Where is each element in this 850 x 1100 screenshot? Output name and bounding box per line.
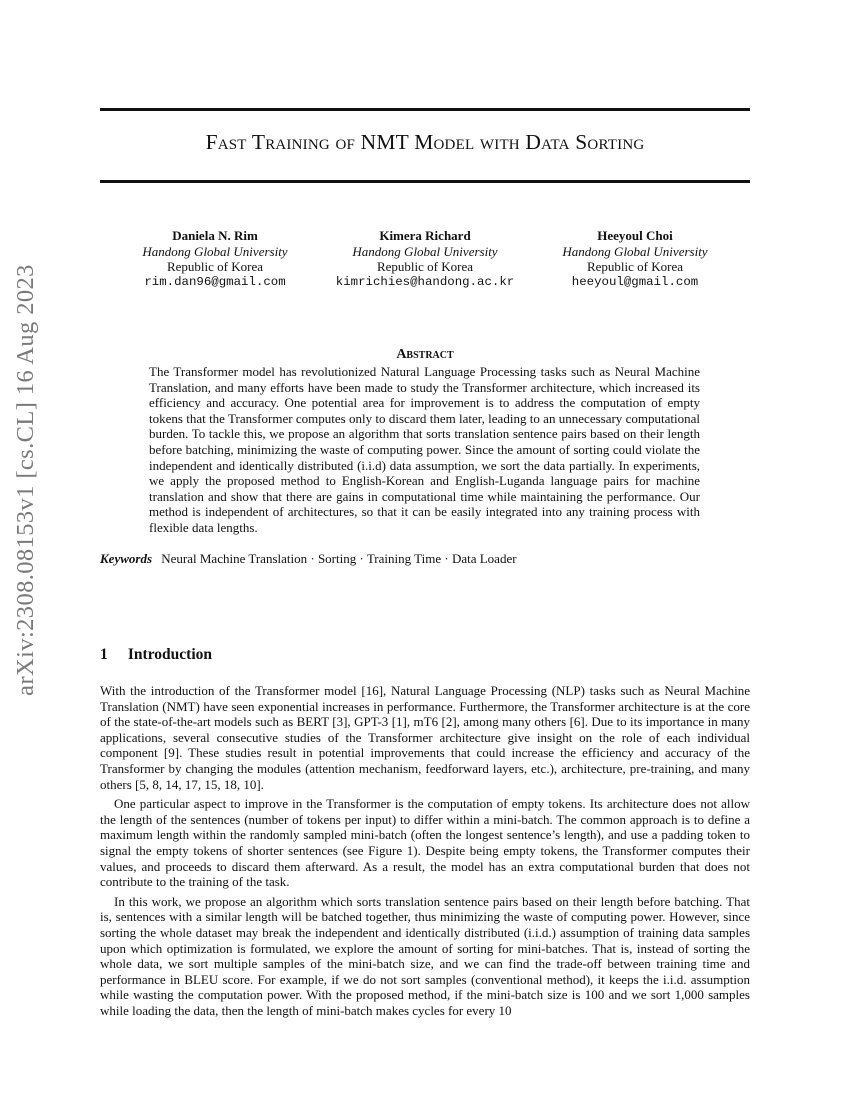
paragraph: One particular aspect to improve in the Transformer is the computation of empty tokens. Its architecture does not allow the length of the sentences (number of tokens per input) to differ within a mini-batch. The common approach is to define a maximum length within the randomly sampled mini-batch (often the longest sentence’s length), and use a padding token to signal the empty tokens of shorter sentences (see Figure 1). Despite being empty tokens, the Transformer computes their values, and proceeds to discard them afterward. As a result, the model has an extra computational burden that does not contribute to the training of the task. bbox=[100, 796, 750, 890]
author-country: Republic of Korea bbox=[586, 259, 684, 275]
title-rule-bottom bbox=[100, 180, 750, 183]
author-name: Heeyoul Choi bbox=[597, 228, 673, 243]
abstract-heading: Abstract bbox=[396, 347, 454, 362]
keywords bbox=[100, 551, 750, 567]
author-country: Republic of Korea bbox=[376, 259, 474, 275]
paper-title: Fast Training of NMT Model with Data Sorting bbox=[205, 130, 645, 154]
author-name: Kimera Richard bbox=[379, 228, 471, 243]
author-1 bbox=[110, 228, 320, 290]
author-affiliation: Handong Global University bbox=[142, 243, 288, 259]
author-affiliation: Handong Global University bbox=[352, 243, 498, 259]
section-title: Introduction bbox=[127, 646, 212, 663]
author-2 bbox=[320, 228, 530, 290]
author-email[interactable]: rim.dan96@gmail.com bbox=[144, 274, 286, 289]
keywords-text: Neural Machine Translation · Sorting · Training Time · Data Loader bbox=[161, 551, 517, 566]
paragraph: In this work, we propose an algorithm which sorts translation sentence pairs based on their length before batching. That is, sentences with a similar length will be batched together, thus minimizing the waste of computing power. However, since sorting the whole dataset may break the independent and identically distributed (i.i.d.) assumption of training data samples upon which optimization is formulated, we explore the amount of sorting for mini-batches. That is, instead of sorting the whole data, we sort multiple samples of the mini-batch size, and we can find the trade-off between training time and performance in BLEU score. For example, if we do not sort samples (conventional method), it keeps the i.i.d. assumption while wasting the computation power. With the proposed method, if the mini-batch size is 100 and we sort 1,000 samples while loading the data, then the length of mini-batch makes cycles for every 10 bbox=[100, 893, 750, 1018]
paragraph: With the introduction of the Transformer model [16], Natural Language Processing (NLP) tasks such as Neural Machine Translation (NMT) have seen exponential increases in performance. Furthermore, the Transformer architecture is at the core of the state-of-the-art models such as BERT [3], GPT-3 [1], mT6 [2], among many others [6]. Due to its importance in many applications, several consecutive studies of the Transformer architecture give insight on the role of each individual component [9]. These studies result in potential improvements that could increase the efficiency and accuracy of the Transformer by changing the modules (attention mechanism, feedforward layers, etc.), architecture, pre-training, and many others [5, 8, 14, 17, 15, 18, 10]. bbox=[100, 683, 750, 792]
author-email[interactable]: kimrichies@handong.ac.kr bbox=[335, 274, 515, 289]
author-3 bbox=[530, 228, 740, 290]
keywords-label: Keywords bbox=[100, 551, 152, 566]
abstract-text: The Transformer model has revolutionized Natural Language Processing tasks such as Neural Machine Translation, and many efforts have been made to study the Transformer architecture, which increased its efficiency and accuracy. One potential area for improvement is to address the computation of empty tokens that the Transformer computes only to discard them later, leading to an unnecessary computational burden. To tackle this, we propose an algorithm that sorts translation sentence pairs based on their length before batching, minimizing the waste of computing power. Since the amount of sorting could violate the independent and identically distributed (i.i.d) data assumption, we sort the data partially. In experiments, we apply the proposed method to English-Korean and English-Luganda language pairs for machine translation and show that there are gains in computational time while maintaining the performance. Our method is independent of architectures, so that it can be easily integrated into any training process with flexible data lengths. bbox=[149, 364, 700, 535]
arxiv-identifier-text: arXiv:2308.08153v1 [cs.CL] 16 Aug 2023 bbox=[12, 264, 39, 696]
section-heading-introduction bbox=[100, 646, 750, 664]
title-rule-top bbox=[100, 108, 750, 111]
section-number: 1 bbox=[100, 646, 108, 663]
introduction-body bbox=[100, 683, 750, 1022]
author-country: Republic of Korea bbox=[166, 259, 264, 275]
author-email[interactable]: heeyoul@gmail.com bbox=[571, 274, 699, 289]
author-name: Daniela N. Rim bbox=[172, 228, 258, 243]
author-affiliation: Handong Global University bbox=[562, 243, 708, 259]
